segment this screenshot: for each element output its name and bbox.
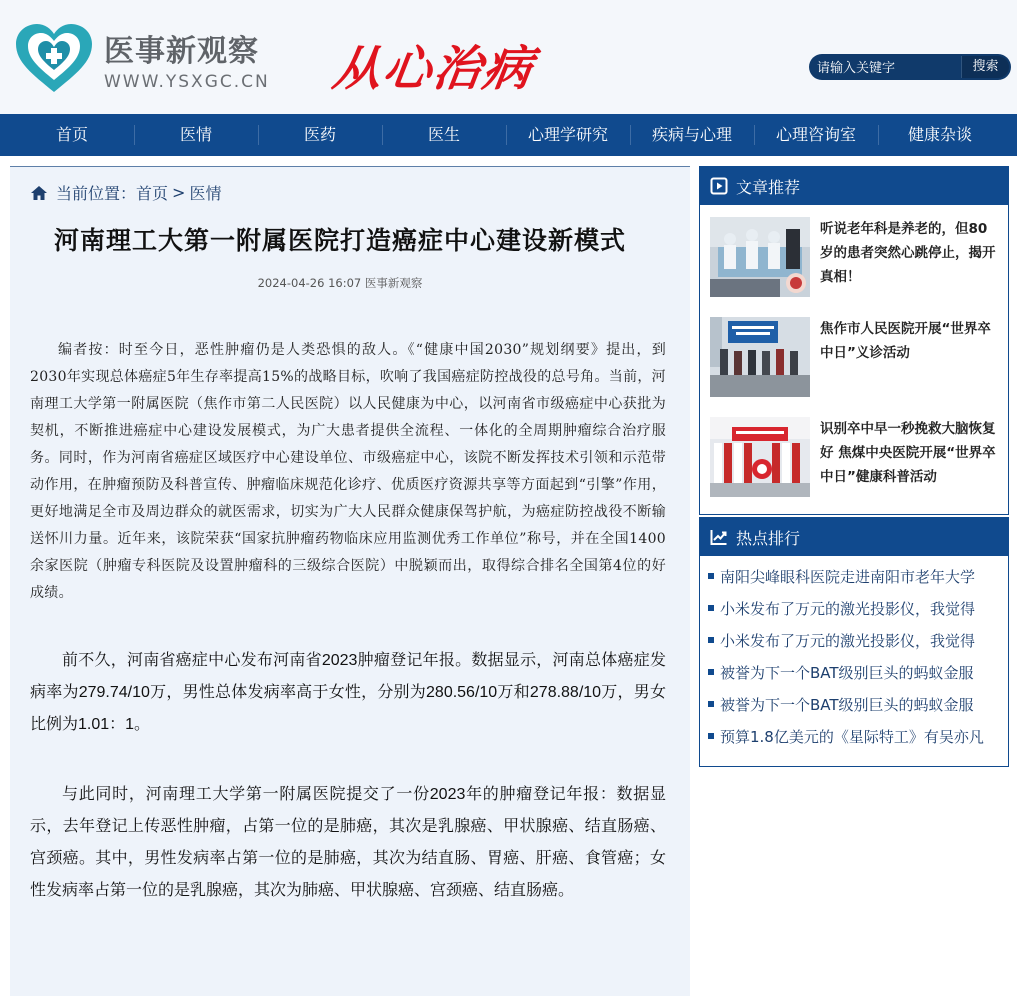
brand — [104, 36, 270, 92]
recommend-item[interactable] — [700, 317, 1008, 397]
breadcrumb-current-link[interactable]: 医情 — [189, 184, 222, 203]
bullet-icon — [708, 701, 714, 707]
site-header — [0, 0, 1017, 114]
play-square-icon — [710, 177, 728, 195]
hot-ranking-box — [699, 517, 1009, 767]
hot-item-link[interactable]: 预算1.8亿美元的《星际特工》有吴亦凡 — [720, 727, 984, 746]
hot-item-link[interactable]: 小米发布了万元的激光投影仪，我觉得 — [720, 631, 976, 650]
nav-item-yisheng[interactable]: 医生 — [382, 114, 506, 156]
nav-item-disease-psychology[interactable]: 疾病与心理 — [630, 114, 754, 156]
nav-item-yiyao[interactable]: 医药 — [258, 114, 382, 156]
recommend-title[interactable]: 听说老年科是养老的，但80岁的患者突然心跳停止，揭开真相！ — [820, 221, 996, 285]
bullet-icon — [708, 733, 714, 739]
recommend-item[interactable] — [700, 417, 1008, 497]
bullet-icon — [708, 605, 714, 611]
brand-name: 医事新观察 — [104, 34, 259, 69]
hot-item-link[interactable]: 被誉为下一个BAT级别巨头的蚂蚁金服 — [720, 663, 974, 682]
breadcrumb-label: 当前位置： — [56, 184, 137, 203]
article-body — [30, 337, 666, 907]
main-nav — [0, 114, 1017, 156]
hot-item-link[interactable]: 南阳尖峰眼科医院走进南阳市老年大学 — [720, 567, 976, 586]
breadcrumb-separator: > — [172, 183, 186, 202]
hot-item[interactable] — [700, 720, 1008, 752]
search-bar — [809, 54, 1011, 80]
hot-ranking-heading: 热点排行 — [736, 528, 801, 548]
nav-item-psychology-research[interactable]: 心理学研究 — [506, 114, 630, 156]
recommend-title[interactable]: 识别卒中早一秒挽救大脑恢复好 焦煤中央医院开展“世界卒中日”健康科普活动 — [820, 421, 996, 485]
nav-item-health-talk[interactable]: 健康杂谈 — [878, 114, 1002, 156]
trend-chart-icon — [710, 528, 728, 546]
home-icon — [30, 185, 48, 201]
article-title: 河南理工大第一附属医院打造癌症中心建设新模式 — [53, 226, 626, 255]
breadcrumb — [30, 181, 221, 204]
recommend-heading: 文章推荐 — [736, 177, 801, 197]
bullet-icon — [708, 669, 714, 675]
article-paragraph-editor-note: 编者按：时至今日，恶性肿瘤仍是人类恐惧的敌人。《“健康中国2030”规划纲要》提出，到2030年实现总体癌症5年生存率提高15%的战略目标，吹响了我国癌症防控战役的总号角。当前，河南理工大学第一附属医院（焦作市第二人民医院）以人民健康为中心，以河南省市级癌症中心获批为契机，不断推进癌症中心建设发展模式，为广大患者提供全流程、一体化的全周期肿瘤综合治疗服务。同时，作为河南省癌症区域医疗中心建设单位、市级癌症中心，该院不断发挥技术引领和示范带动作用，在肿瘤预防及科普宣传、肿瘤临床规范化诊疗、优质医疗资源共享等方面起到“引擎”作用，更好地满足全市及周边群众的就医需求，切实为广大人民群众健康保驾护航，为癌症防控战役不断输送怀川力量。近年来，该院荣获“国家抗肿瘤药物临床应用监测优秀工作单位”称号，并在全国1400余家医院（肿瘤专科医院及设置肿瘤科的三级综合医院）中脱颖而出，取得综合排名全国第4位的好成绩。 — [30, 342, 666, 601]
hot-item[interactable] — [700, 688, 1008, 720]
recommend-item[interactable] — [700, 217, 1008, 297]
recommend-thumbnail[interactable] — [710, 417, 810, 497]
nav-item-home[interactable]: 首页 — [55, 125, 88, 144]
breadcrumb-home-link[interactable]: 首页 — [136, 184, 169, 203]
hot-item[interactable] — [700, 560, 1008, 592]
hot-item-link[interactable]: 被誉为下一个BAT级别巨头的蚂蚁金服 — [720, 695, 974, 714]
article-panel — [10, 166, 690, 996]
search-input[interactable] — [817, 57, 957, 77]
article-paragraph: 与此同时，河南理工大学第一附属医院提交了一份2023年的肿瘤登记年报：数据显示，去年登记上传恶性肿瘤，占第一位的是肺癌，其次是乳腺癌、甲状腺癌、结直肠癌、宫颈癌。其中，男性发病率占第一位的是肺癌，其次为结直肠、胃癌、肝癌、食管癌；女性发病率占第一位的是乳腺癌，其次为肺癌、甲状腺癌、宫颈癌、结直肠癌。 — [30, 786, 666, 899]
recommend-header — [700, 167, 1008, 205]
brand-url: WWW.YSXGC.CN — [104, 72, 270, 92]
hot-item[interactable] — [700, 624, 1008, 656]
hot-item-link[interactable]: 小米发布了万元的激光投影仪，我觉得 — [720, 599, 976, 618]
recommend-box — [699, 166, 1009, 515]
search-button[interactable]: 搜索 — [961, 56, 1009, 78]
recommend-thumbnail[interactable] — [710, 317, 810, 397]
heart-logo-icon[interactable] — [12, 22, 96, 94]
bullet-icon — [708, 637, 714, 643]
hot-list — [700, 556, 1008, 756]
slogan: 从心治病 — [329, 41, 538, 97]
article-meta: 2024-04-26 16:07 医事新观察 — [257, 276, 423, 290]
nav-item-yiqing[interactable]: 医情 — [134, 114, 258, 156]
article-paragraph: 前不久，河南省癌症中心发布河南省2023肿瘤登记年报。数据显示，河南总体癌症发病率为279.74/10万，男性总体发病率高于女性，分别为280.56/10万和278.88/10万，男女比例为1.01：1。 — [30, 652, 666, 733]
recommend-title[interactable]: 焦作市人民医院开展“世界卒中日”义诊活动 — [820, 321, 991, 361]
hot-item[interactable] — [700, 592, 1008, 624]
nav-item-counseling[interactable]: 心理咨询室 — [754, 114, 878, 156]
hot-item[interactable] — [700, 656, 1008, 688]
hot-ranking-header — [700, 518, 1008, 556]
recommend-thumbnail[interactable] — [710, 217, 810, 297]
bullet-icon — [708, 573, 714, 579]
